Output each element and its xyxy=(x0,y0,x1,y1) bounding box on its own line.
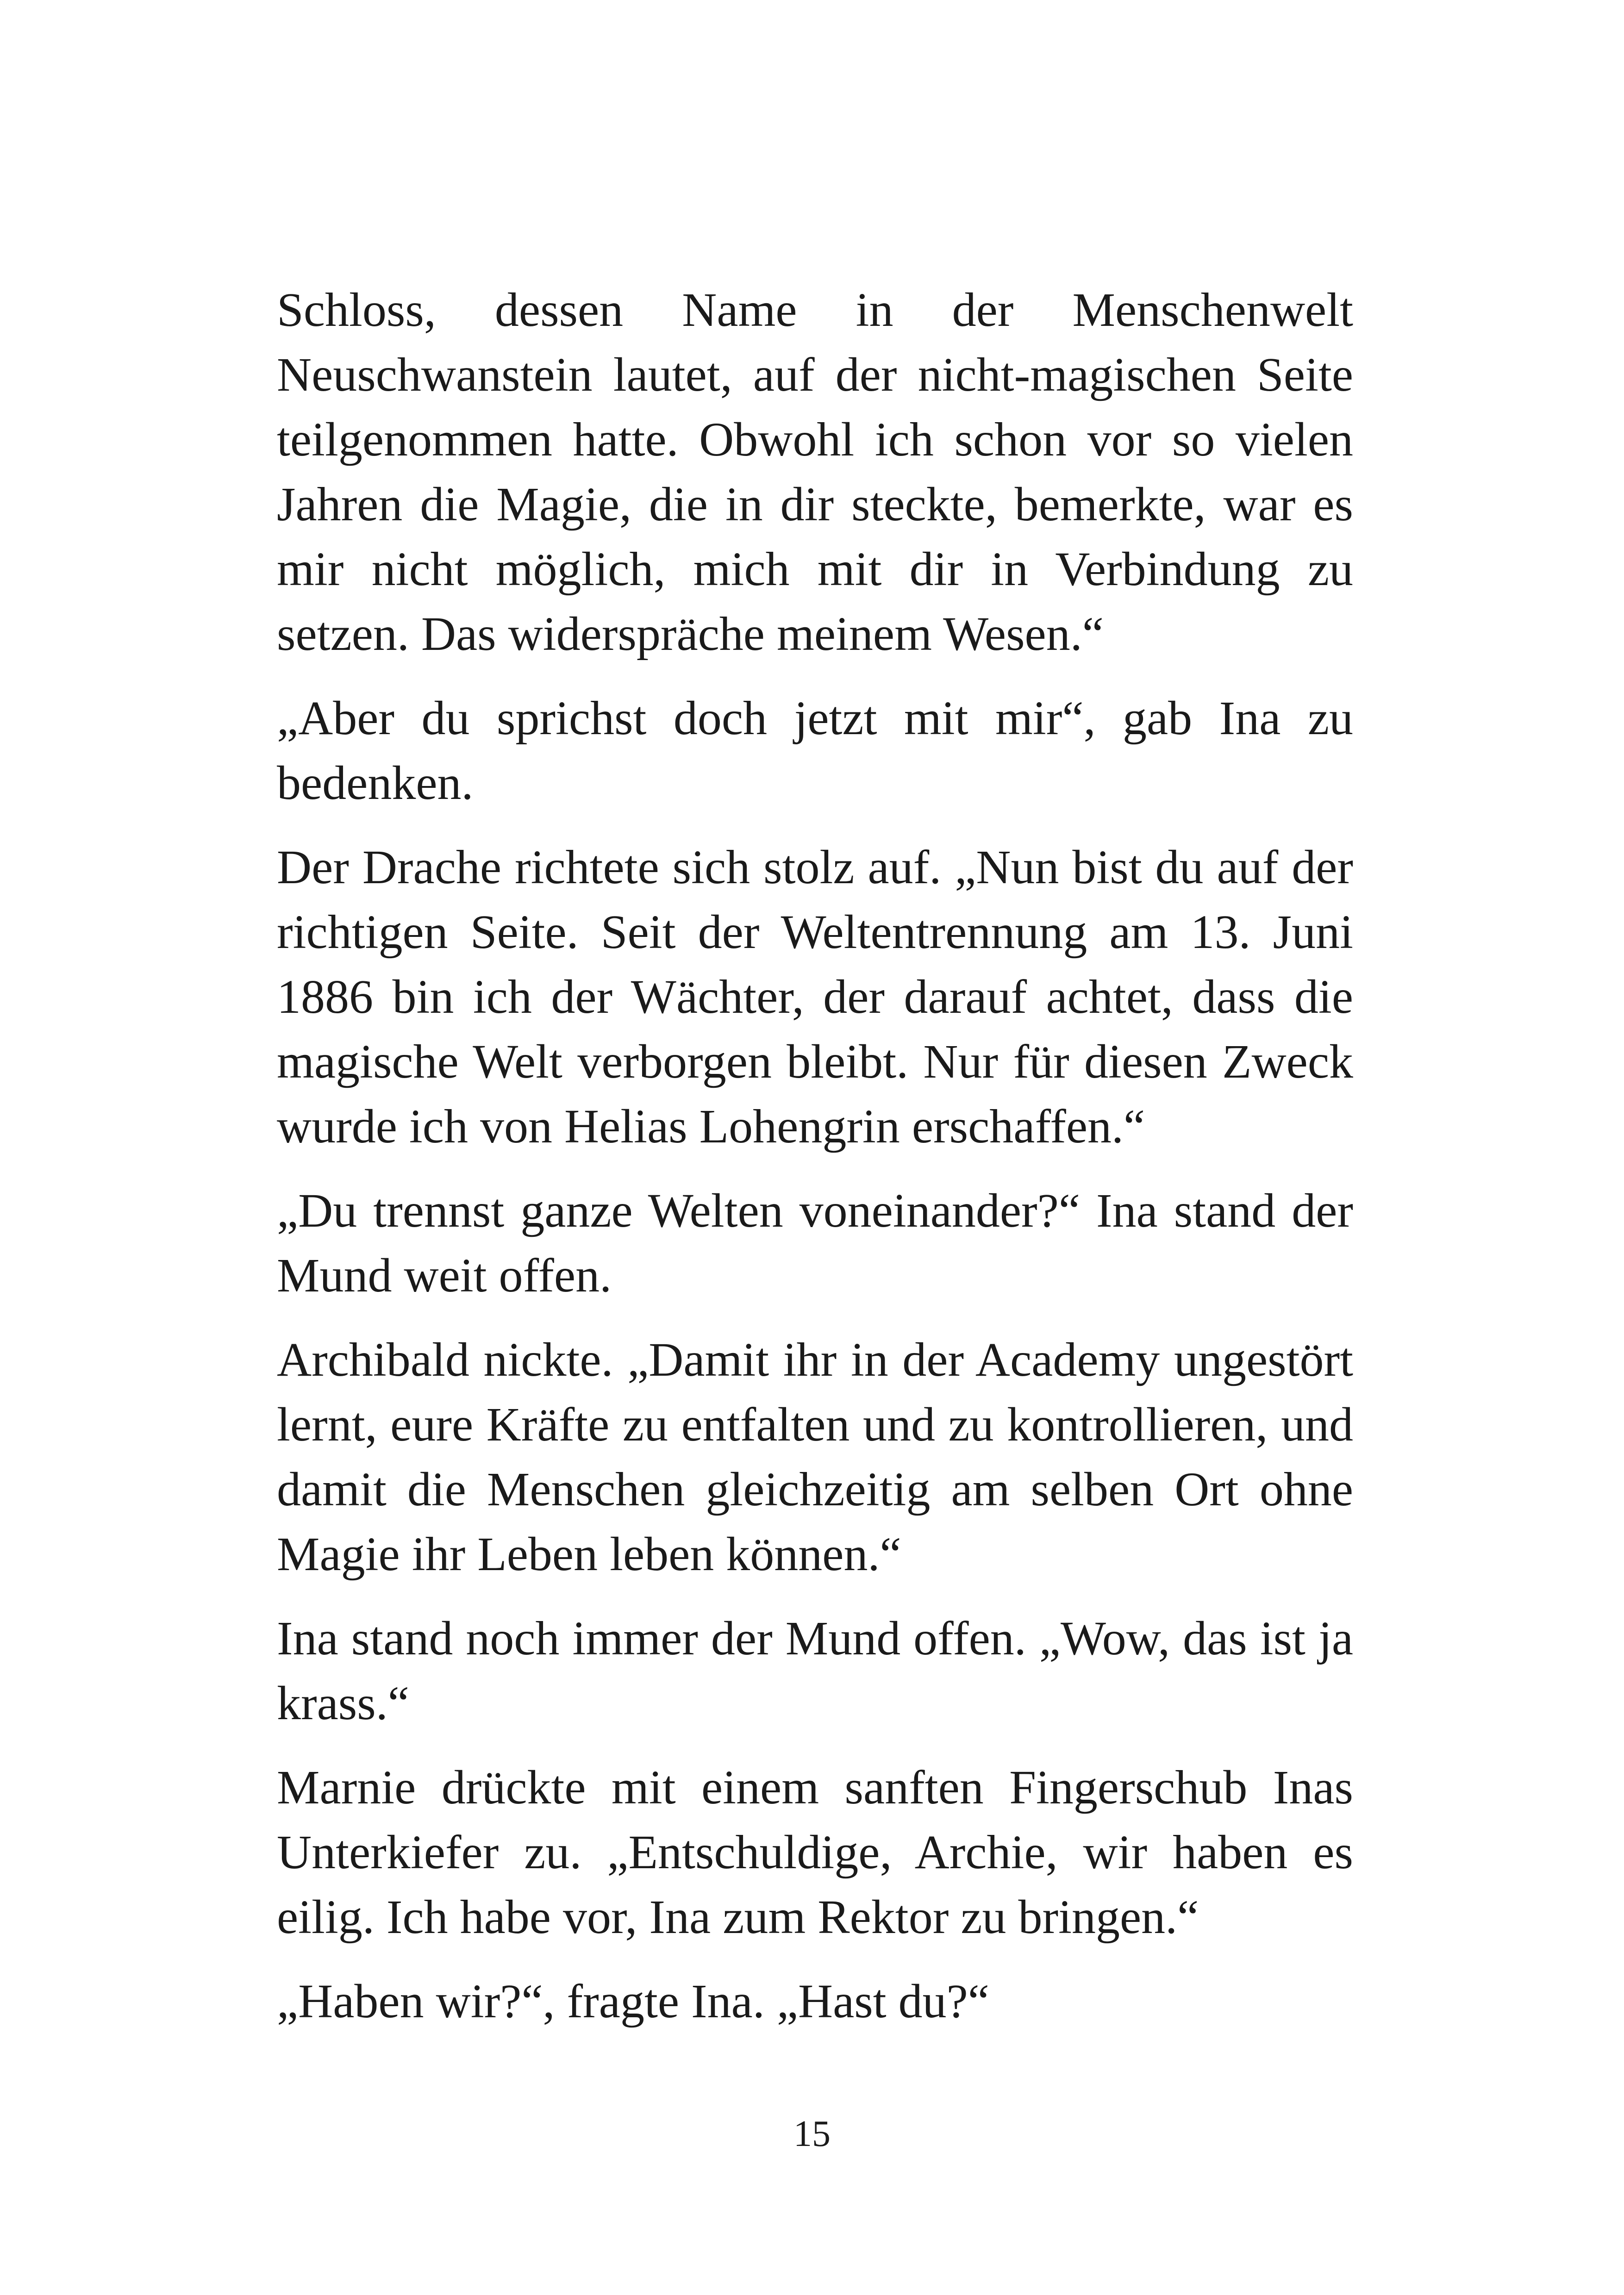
page-number: 15 xyxy=(793,2114,831,2154)
paragraph-4: „Du trennst ganze Welten voneinander?“ Ina stand der Mund weit offen. xyxy=(277,1184,1353,1302)
paragraph-6: Ina stand noch immer der Mund offen. „Wow, das ist ja krass.“ xyxy=(277,1612,1353,1730)
paragraph-2: „Aber du sprichst doch jetzt mit mir“, gab Ina zu bedenken. xyxy=(277,692,1353,810)
paragraph-5: Archibald nickte. „Damit ihr in der Academy ungestört lernt, eure Kräfte zu entfalten und zu kontrollieren, und damit die Menschen gleichzeitig am selben Ort ohne Magie ihr Leben leben können.“ xyxy=(277,1333,1353,1581)
body-text xyxy=(277,278,1353,2053)
paragraph-3: Der Drache richtete sich stolz auf. „Nun bist du auf der richtigen Seite. Seit der Weltentrennung am 13. Juni 1886 bin ich der Wächter, der darauf achtet, dass die magische Welt verborgen bleibt. Nur für diesen Zweck wurde ich von Helias Lohengrin erschaffen.“ xyxy=(277,841,1353,1153)
paragraph-1: Schloss, dessen Name in der Menschenwelt Neuschwanstein lautet, auf der nicht-magischen Seite teilgenommen hatte. Obwohl ich schon vor so vielen Jahren die Magie, die in dir steckte, bemerkte, war es mir nicht möglich, mich mit dir in Verbindung zu setzen. Das widerspräche meinem Wesen.“ xyxy=(277,283,1353,661)
paragraph-8: „Haben wir?“, fragte Ina. „Hast du?“ xyxy=(277,1975,989,2028)
paragraph-7: Marnie drückte mit einem sanften Fingerschub Inas Unterkiefer zu. „Entschuldige, Archie, wir haben es eilig. Ich habe vor, Ina zum Rektor zu bringen.“ xyxy=(277,1761,1353,1944)
